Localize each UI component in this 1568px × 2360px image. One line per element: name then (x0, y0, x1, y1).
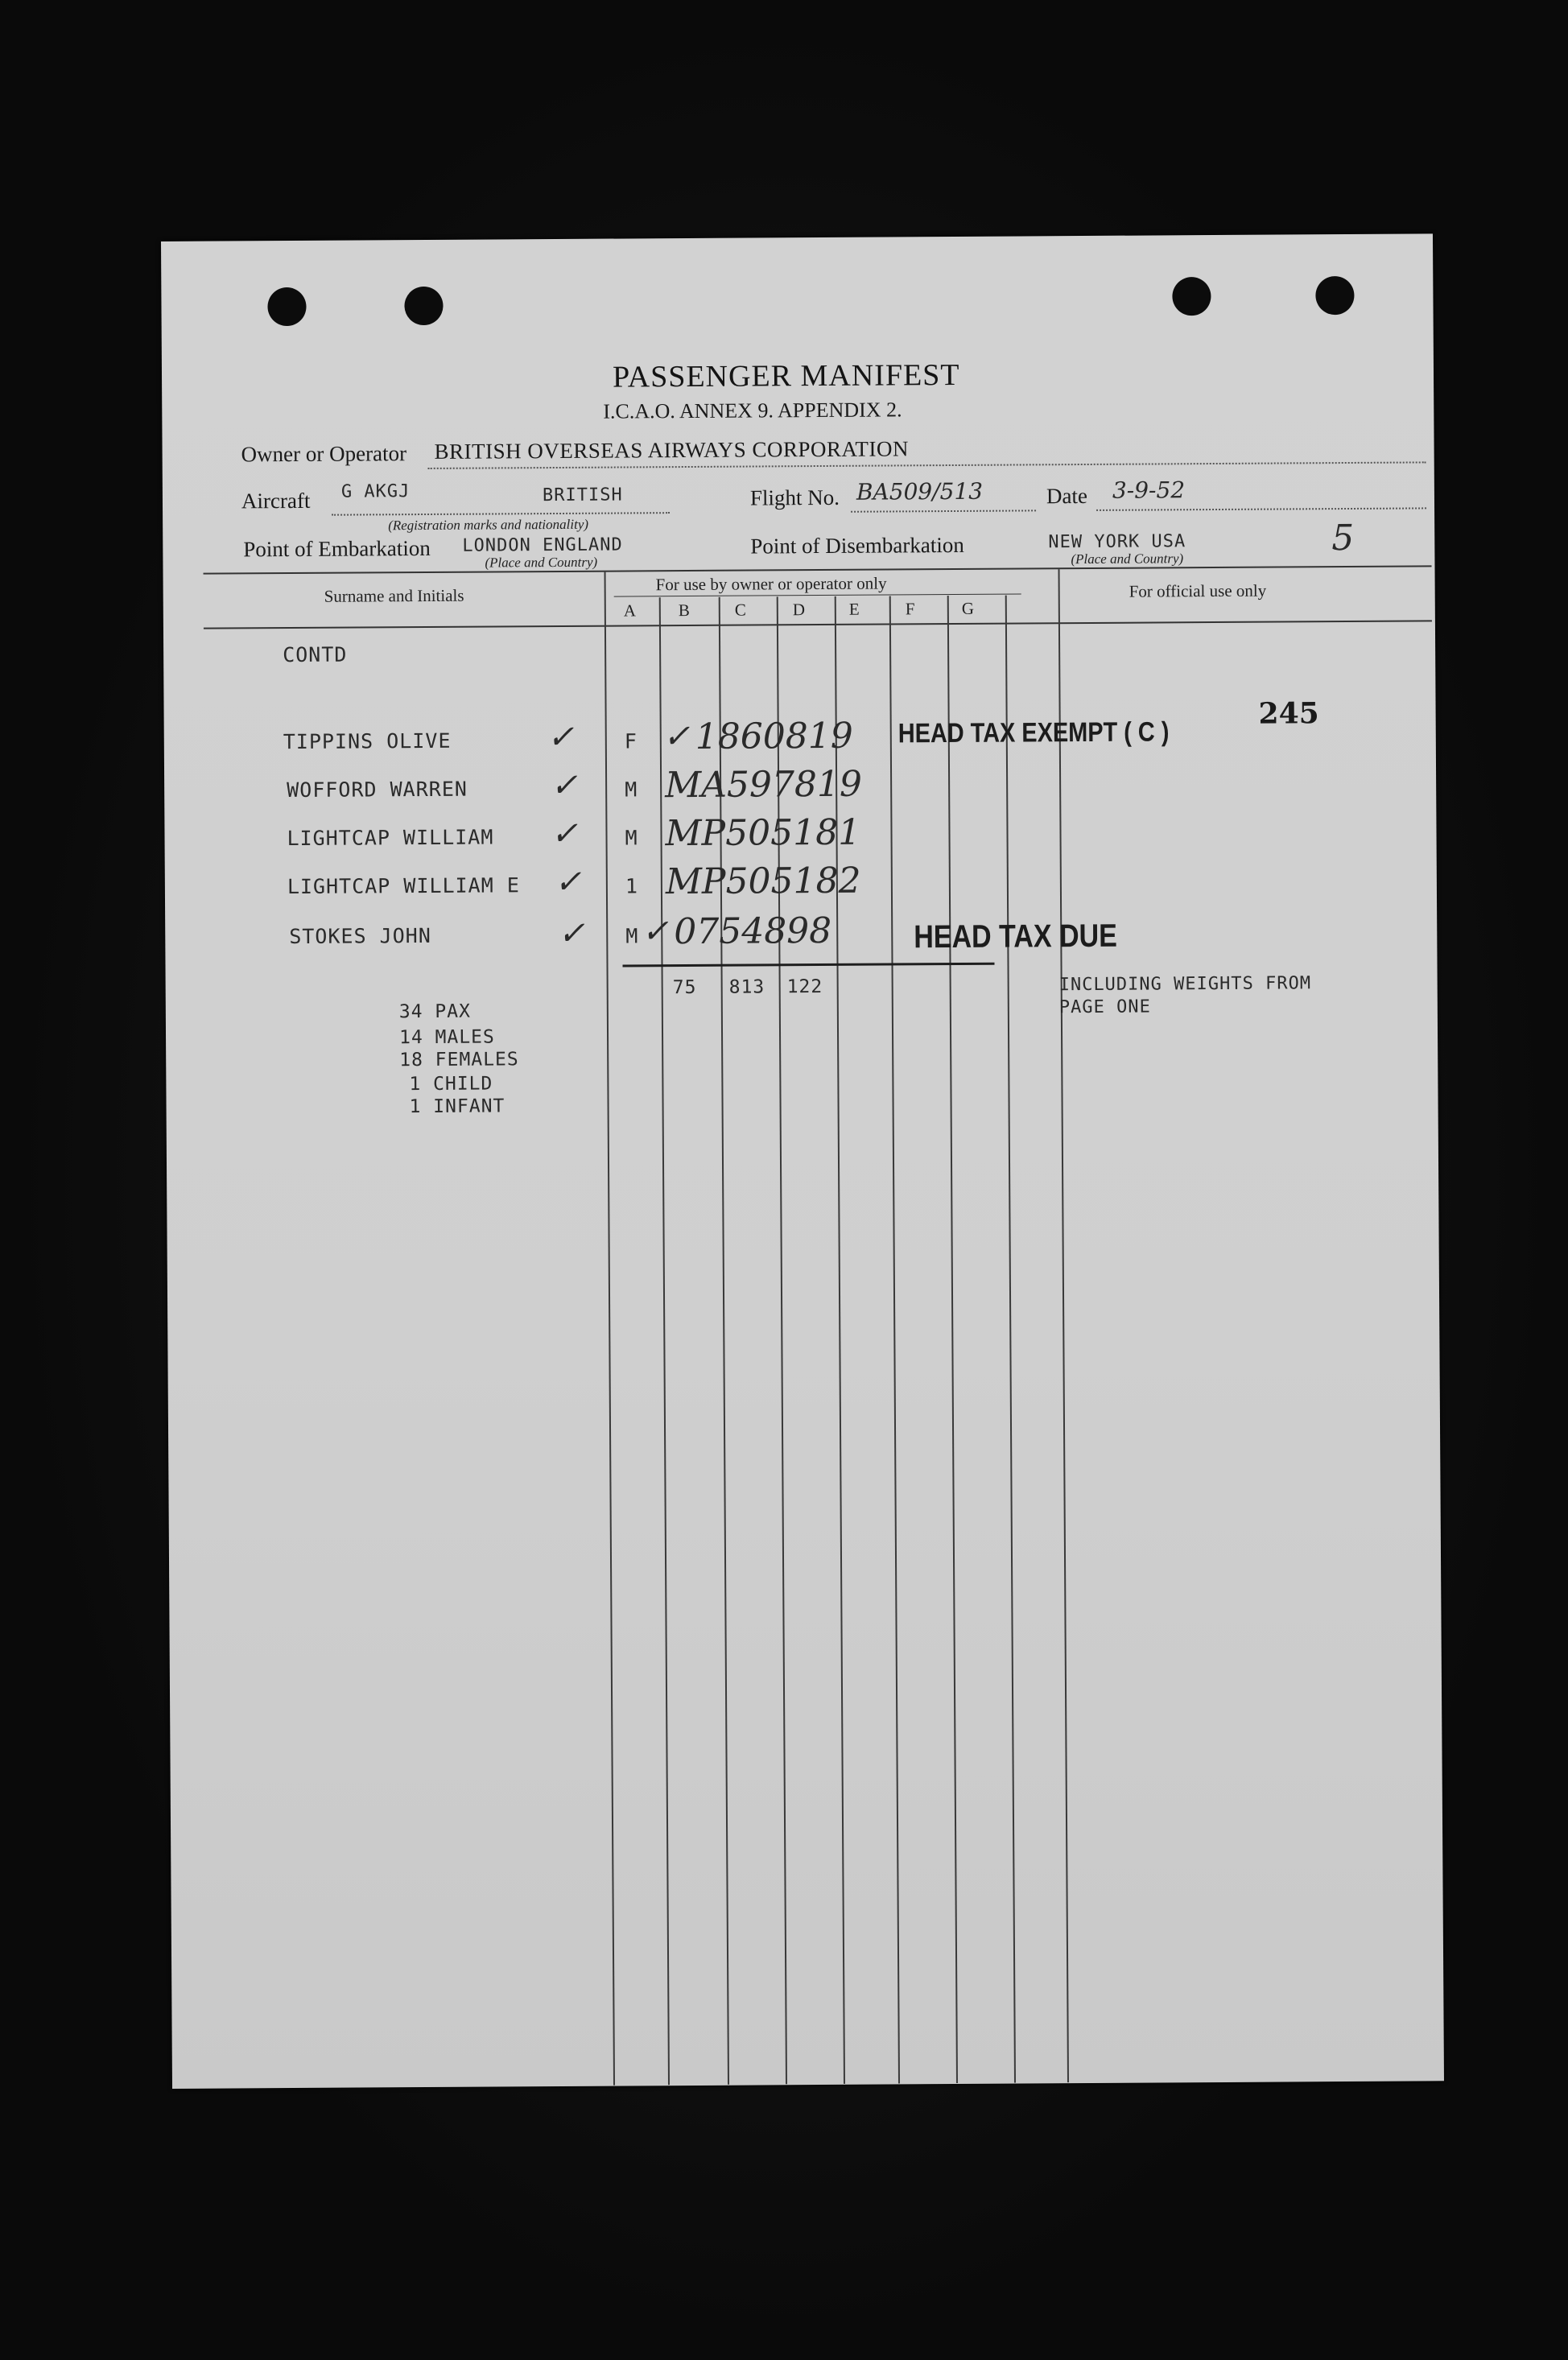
aircraft-dotted-line (332, 512, 670, 516)
table-header-rule (204, 620, 1432, 629)
page-mark: 5 (1331, 517, 1355, 559)
passenger-name: LIGHTCAP WILLIAM E (287, 873, 520, 899)
total-d: 122 (786, 976, 823, 998)
contd-label: CONTD (283, 642, 348, 667)
owner-label: Owner or Operator (241, 441, 407, 467)
punch-hole (1315, 276, 1354, 315)
date-label: Date (1046, 483, 1088, 509)
form-subtitle: I.C.A.O. ANNEX 9. APPENDIX 2. (603, 398, 902, 423)
check-mark: ✓ (642, 913, 669, 951)
passenger-name: LIGHTCAP WILLIAM (287, 825, 494, 851)
summary-females: 18 FEMALES (399, 1049, 519, 1071)
check-mark: ✓ (558, 914, 585, 953)
embark-value: LONDON ENGLAND (462, 534, 623, 556)
flight-label: Flight No. (749, 485, 840, 510)
embark-note: (Place and Country) (485, 554, 598, 571)
flight-dotted-line (851, 510, 1036, 512)
disembark-value: NEW YORK USA (1048, 531, 1186, 553)
passenger-sex: M (625, 924, 639, 948)
passport-number: MA597819 (664, 763, 863, 807)
aircraft-registration: G AKGJ (340, 481, 411, 502)
aircraft-nationality: BRITISH (542, 485, 623, 506)
owner-value: BRITISH OVERSEAS AIRWAYS CORPORATION (434, 436, 910, 464)
col-header-official: For official use only (1129, 580, 1267, 601)
manifest-sheet (161, 233, 1444, 2089)
col-letter-d: D (792, 600, 806, 620)
weights-note-line1: INCLUDING WEIGHTS FROM (1058, 973, 1312, 996)
col-letter-c: C (734, 600, 746, 620)
date-dotted-line (1096, 507, 1426, 511)
passenger-sex: M (625, 778, 638, 802)
column-rule (1058, 569, 1069, 2082)
table-top-rule (204, 565, 1432, 574)
check-mark: ✓ (551, 815, 579, 853)
passenger-name: WOFFORD WARREN (287, 777, 468, 802)
passenger-name: TIPPINS OLIVE (283, 728, 452, 754)
summary-infant: 1 INFANT (409, 1095, 505, 1118)
col-letter-e: E (848, 599, 860, 619)
passport-number: MP505182 (665, 860, 861, 903)
punch-hole (1172, 277, 1211, 316)
check-mark: ✓ (550, 766, 578, 805)
disembark-label: Point of Disembarkation (750, 532, 964, 559)
summary-pax: 34 PAX (398, 1001, 472, 1023)
weights-note-line2: PAGE ONE (1058, 996, 1151, 1018)
disembark-note: (Place and Country) (1071, 551, 1184, 567)
passenger-sex: M (625, 826, 638, 850)
date-value: 3-9-52 (1112, 477, 1186, 504)
col-header-surname: Surname and Initials (324, 585, 464, 606)
passenger-sex: 1 (625, 874, 639, 898)
passport-number: 1860819 (695, 715, 853, 757)
check-mark: ✓ (662, 717, 691, 756)
passenger-sex: F (624, 729, 638, 753)
column-rule (1005, 596, 1016, 2083)
form-title: PASSENGER MANIFEST (612, 357, 960, 394)
punch-hole (404, 287, 443, 325)
passport-number: MP505181 (665, 811, 861, 855)
head-tax-exempt-stamp: HEAD TAX EXEMPT ( C ) (897, 716, 1170, 749)
col-letter-b: B (678, 600, 690, 621)
column-rule (889, 596, 900, 2083)
summary-males: 14 MALES (398, 1026, 495, 1049)
total-b: 75 (672, 976, 697, 999)
head-tax-due-stamp: HEAD TAX DUE (914, 918, 1117, 955)
col-letter-f: F (905, 599, 915, 619)
check-mark: ✓ (547, 718, 575, 757)
aircraft-label: Aircraft (241, 488, 311, 514)
total-c: 813 (728, 976, 765, 998)
col-letter-a: A (623, 600, 637, 621)
punch-hole (267, 287, 306, 326)
column-rule (947, 596, 958, 2083)
passport-number: 0754898 (674, 910, 832, 953)
col-header-owner-use: For use by owner or operator only (655, 573, 887, 595)
check-mark: ✓ (554, 863, 582, 902)
totals-rule (622, 963, 994, 968)
column-rule (605, 572, 615, 2086)
flight-value: BA509/513 (856, 477, 984, 505)
col-letter-g: G (961, 598, 975, 618)
aircraft-note: (Registration marks and nationality) (388, 516, 589, 534)
summary-child: 1 CHILD (409, 1073, 493, 1095)
official-number: 245 (1258, 696, 1319, 731)
embark-label: Point of Embarkation (243, 535, 431, 562)
passenger-name: STOKES JOHN (289, 923, 431, 949)
